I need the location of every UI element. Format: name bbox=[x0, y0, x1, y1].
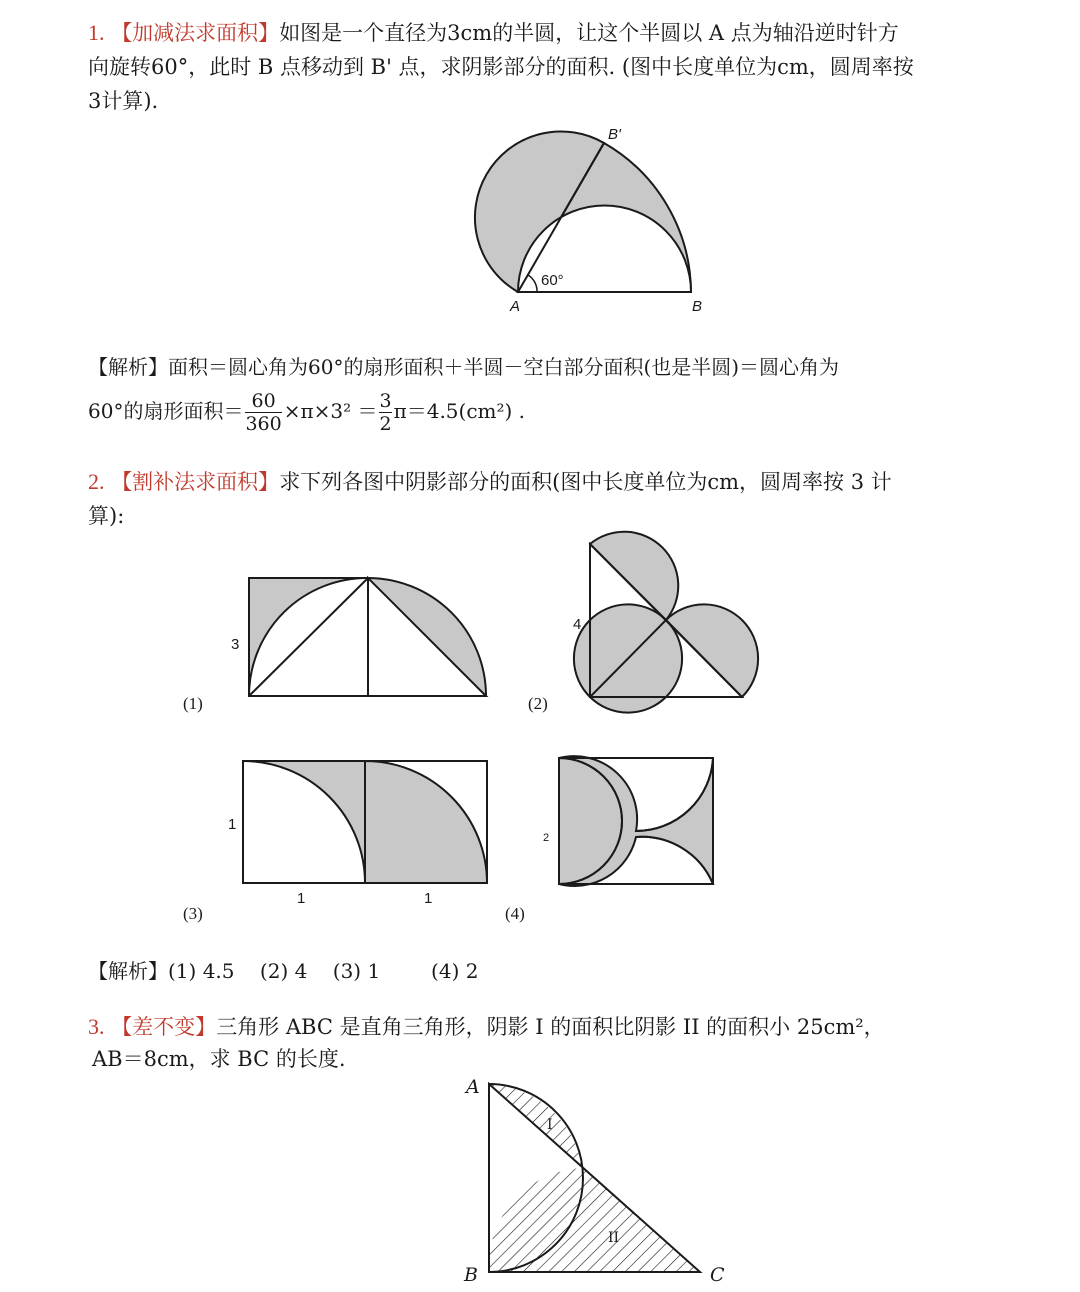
q3-number: 3. bbox=[88, 1014, 105, 1039]
q2-text-2: 算): bbox=[88, 504, 125, 528]
q1-solution-text-2: 60°的扇形面积＝ bbox=[88, 399, 244, 423]
q1-text-2: 向旋转60°，此时 B 点移动到 B' 点，求阴影部分的面积. (图中长度单位为cm，圆周率按 bbox=[88, 55, 914, 79]
q3-text-2: AB＝8cm，求 BC 的长度. bbox=[92, 1047, 346, 1071]
q2-solution-tag: 【解析】 bbox=[88, 959, 168, 983]
q3-label-b: B bbox=[464, 1264, 478, 1286]
q3-label-c: C bbox=[710, 1264, 725, 1286]
q2-fig3-label-bottom-2: 1 bbox=[424, 890, 433, 907]
q1-label-b: B bbox=[692, 298, 703, 315]
q3-text-1: 三角形 ABC 是直角三角形，阴影 I 的面积比阴影 II 的面积小 25cm²， bbox=[216, 1015, 885, 1039]
q2-number: 2. bbox=[88, 469, 105, 494]
q1-fraction-2-num: 3 bbox=[379, 390, 392, 412]
q2-fig2-caption: (2) bbox=[528, 694, 548, 713]
q3-tag: 【差不变】 bbox=[111, 1015, 217, 1039]
q1-tag: 【加减法求面积】 bbox=[111, 21, 280, 45]
q2-solution-text: (1) 4.5 (2) 4 (3) 1 (4) 2 bbox=[168, 959, 479, 983]
q2-fig4-caption: (4) bbox=[505, 904, 525, 923]
q2-fig2-label: 4 bbox=[573, 616, 582, 633]
q2-fig1-caption: (1) bbox=[183, 694, 203, 713]
q3-label-a: A bbox=[466, 1076, 480, 1098]
q2-fig1-label: 3 bbox=[231, 636, 240, 653]
q1-number: 1. bbox=[88, 20, 105, 45]
q1-solution-text-1: 面积＝圆心角为60°的扇形面积＋半圆－空白部分面积(也是半圆)＝圆心角为 bbox=[168, 355, 840, 379]
q1-label-b-prime: B' bbox=[608, 126, 621, 143]
q3-label-ii: II bbox=[608, 1230, 620, 1246]
q1-fraction-1-den: 360 bbox=[245, 413, 282, 435]
q1-text-3: 3计算). bbox=[88, 89, 159, 113]
q1-solution-end: π＝4.5(cm²) . bbox=[393, 399, 526, 423]
q2-tag: 【割补法求面积】 bbox=[111, 470, 280, 494]
q1-solution-mid: ×π×3² ＝ bbox=[283, 399, 378, 423]
q2-fig4-label: 2 bbox=[543, 832, 550, 844]
q2-fig3-label-bottom-1: 1 bbox=[297, 890, 306, 907]
q3-label-i: I bbox=[547, 1117, 553, 1133]
q1-fraction-2-den: 2 bbox=[379, 413, 392, 435]
q1-solution-tag: 【解析】 bbox=[88, 355, 168, 379]
q1-label-a: A bbox=[510, 298, 521, 315]
q1-fraction-1-num: 60 bbox=[251, 390, 276, 412]
q2-fig3-label-side: 1 bbox=[228, 816, 237, 833]
q3-shadow-ii bbox=[489, 1168, 700, 1272]
q1-angle-label: 60° bbox=[541, 272, 564, 289]
q2-text-1: 求下列各图中阴影部分的面积(图中长度单位为cm，圆周率按 3 计 bbox=[279, 470, 892, 494]
q1-text-1: 如图是一个直径为3cm的半圆，让这个半圆以 A 点为轴沿逆时针方 bbox=[279, 21, 899, 45]
q2-fig3-caption: (3) bbox=[183, 904, 203, 923]
